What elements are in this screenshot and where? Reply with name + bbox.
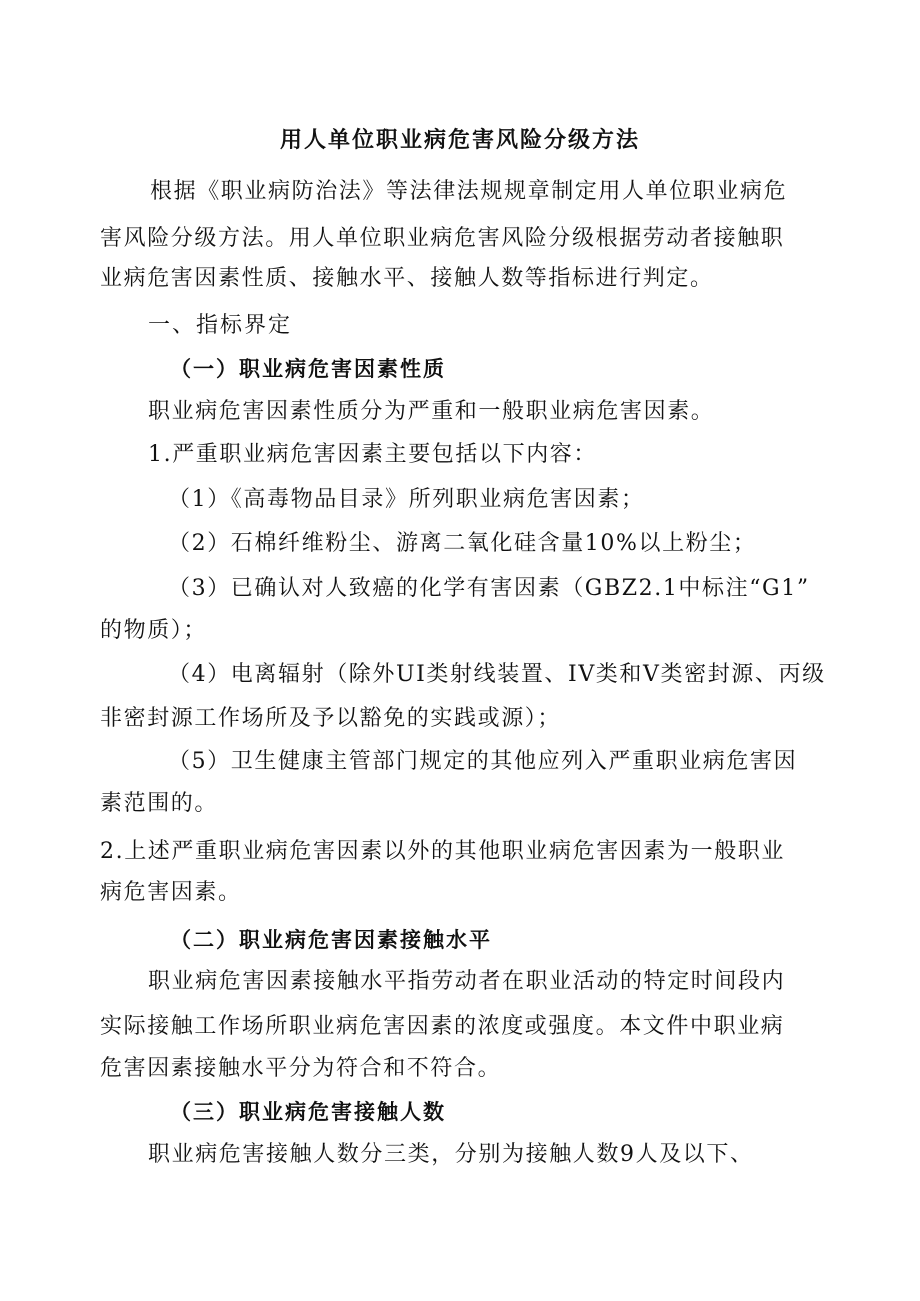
list-subitem-3-line-2: 的物质）； <box>100 618 208 643</box>
list-item-general-line-2: 病危害因素。 <box>100 880 242 905</box>
subsection-heading-1: （一）职业病危害因素性质 <box>170 357 446 381</box>
list-subitem-4-line-2: 非密封源工作场所及予以豁免的实践或源）； <box>100 706 562 731</box>
list-subitem-4-line-1: （4）电离辐射（除外UI类射线装置、IV类和V类密封源、丙级 <box>168 662 826 687</box>
intro-line-2: 害风险分级方法。用人单位职业病危害风险分级根据劳动者接触职 <box>100 226 785 251</box>
paragraph-hazard-nature: 职业病危害因素性质分为严重和一般职业病危害因素。 <box>148 399 715 424</box>
subsection-heading-3: （三）职业病危害接触人数 <box>170 1100 446 1124</box>
list-item-general-line-1: 2.上述严重职业病危害因素以外的其他职业病危害因素为一般职业 <box>100 839 785 864</box>
list-subitem-1: （1）《高毒物品目录》所列职业病危害因素； <box>168 487 645 512</box>
exposure-count-line-1: 职业病危害接触人数分三类，分别为接触人数9人及以下、 <box>148 1142 754 1167</box>
list-item-severe-title: 1.严重职业病危害因素主要包括以下内容： <box>148 442 597 467</box>
list-subitem-5-line-1: （5）卫生健康主管部门规定的其他应列入严重职业病危害因 <box>168 749 798 774</box>
list-subitem-5-line-2: 素范围的。 <box>100 791 219 816</box>
section-heading-1: 一、指标界定 <box>148 313 293 338</box>
subsection-heading-2: （二）职业病危害因素接触水平 <box>170 928 492 952</box>
intro-line-1: 根据《职业病防治法》等法律法规规章制定用人单位职业病危 <box>150 179 788 204</box>
list-subitem-3-line-1: （3）已确认对人致癌的化学有害因素（GBZ2.1中标注“G1” <box>168 576 810 601</box>
exposure-level-line-2: 实际接触工作场所职业病危害因素的浓度或强度。本文件中职业病 <box>100 1014 785 1039</box>
exposure-level-line-1: 职业病危害因素接触水平指劳动者在职业活动的特定时间段内 <box>148 969 786 994</box>
document-title: 用人单位职业病危害风险分级方法 <box>279 128 640 153</box>
exposure-level-line-3: 危害因素接触水平分为符合和不符合。 <box>100 1056 502 1081</box>
list-subitem-2: （2）石棉纤维粉尘、游离二氧化硅含量10%以上粉尘； <box>168 531 757 556</box>
intro-line-3: 业病危害因素性质、接触水平、接触人数等指标进行判定。 <box>100 266 714 291</box>
